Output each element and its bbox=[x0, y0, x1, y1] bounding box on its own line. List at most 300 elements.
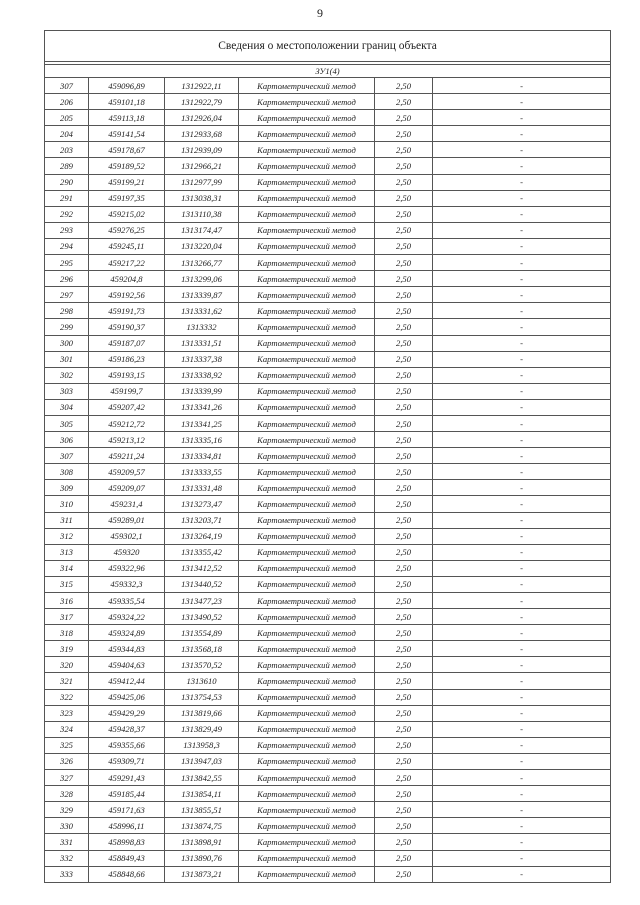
method-cell: Картометрический метод bbox=[239, 753, 375, 769]
method-cell: Картометрический метод bbox=[239, 399, 375, 415]
description-cell: - bbox=[433, 383, 611, 399]
method-cell: Картометрический метод bbox=[239, 222, 375, 238]
description-cell: - bbox=[433, 625, 611, 641]
x-coordinate-cell: 459213,12 bbox=[89, 432, 165, 448]
table-row bbox=[45, 367, 611, 383]
precision-cell: 2,50 bbox=[375, 673, 433, 689]
description-cell: - bbox=[433, 464, 611, 480]
precision-cell: 2,50 bbox=[375, 110, 433, 126]
table-row bbox=[45, 351, 611, 367]
document-table-container bbox=[44, 30, 610, 883]
y-coordinate-cell: 1313754,53 bbox=[165, 689, 239, 705]
table-row bbox=[45, 383, 611, 399]
y-coordinate-cell: 1313610 bbox=[165, 673, 239, 689]
table-row bbox=[45, 850, 611, 866]
point-number-cell: 296 bbox=[45, 271, 89, 287]
point-number-cell: 323 bbox=[45, 705, 89, 721]
point-number-cell: 204 bbox=[45, 126, 89, 142]
precision-cell: 2,50 bbox=[375, 383, 433, 399]
precision-cell: 2,50 bbox=[375, 206, 433, 222]
x-coordinate-cell: 459231,4 bbox=[89, 496, 165, 512]
x-coordinate-cell: 459217,22 bbox=[89, 255, 165, 271]
point-number-cell: 331 bbox=[45, 834, 89, 850]
table-row bbox=[45, 625, 611, 641]
precision-cell: 2,50 bbox=[375, 593, 433, 609]
method-cell: Картометрический метод bbox=[239, 625, 375, 641]
point-number-cell: 304 bbox=[45, 399, 89, 415]
x-coordinate-cell: 459187,07 bbox=[89, 335, 165, 351]
y-coordinate-cell: 1313898,91 bbox=[165, 834, 239, 850]
table-row bbox=[45, 834, 611, 850]
y-coordinate-cell: 1313203,71 bbox=[165, 512, 239, 528]
method-cell: Картометрический метод bbox=[239, 641, 375, 657]
point-number-cell: 321 bbox=[45, 673, 89, 689]
table-row bbox=[45, 721, 611, 737]
table-row bbox=[45, 818, 611, 834]
method-cell: Картометрический метод bbox=[239, 560, 375, 576]
method-cell: Картометрический метод bbox=[239, 818, 375, 834]
precision-cell: 2,50 bbox=[375, 319, 433, 335]
point-number-cell: 318 bbox=[45, 625, 89, 641]
x-coordinate-cell: 459320 bbox=[89, 544, 165, 560]
point-number-cell: 292 bbox=[45, 206, 89, 222]
table-row bbox=[45, 480, 611, 496]
y-coordinate-cell: 1313331,62 bbox=[165, 303, 239, 319]
x-coordinate-cell: 459429,29 bbox=[89, 705, 165, 721]
x-coordinate-cell: 459204,8 bbox=[89, 271, 165, 287]
precision-cell: 2,50 bbox=[375, 255, 433, 271]
precision-cell: 2,50 bbox=[375, 287, 433, 303]
y-coordinate-cell: 1313339,99 bbox=[165, 383, 239, 399]
y-coordinate-cell: 1313855,51 bbox=[165, 802, 239, 818]
point-number-cell: 325 bbox=[45, 737, 89, 753]
precision-cell: 2,50 bbox=[375, 528, 433, 544]
description-cell: - bbox=[433, 78, 611, 94]
precision-cell: 2,50 bbox=[375, 512, 433, 528]
point-number-cell: 301 bbox=[45, 351, 89, 367]
precision-cell: 2,50 bbox=[375, 770, 433, 786]
point-number-cell: 312 bbox=[45, 528, 89, 544]
description-cell: - bbox=[433, 609, 611, 625]
description-cell: - bbox=[433, 834, 611, 850]
point-number-cell: 328 bbox=[45, 786, 89, 802]
method-cell: Картометрический метод bbox=[239, 190, 375, 206]
method-cell: Картометрический метод bbox=[239, 657, 375, 673]
precision-cell: 2,50 bbox=[375, 174, 433, 190]
table-row bbox=[45, 512, 611, 528]
description-cell: - bbox=[433, 335, 611, 351]
y-coordinate-cell: 1313337,38 bbox=[165, 351, 239, 367]
point-number-cell: 326 bbox=[45, 753, 89, 769]
precision-cell: 2,50 bbox=[375, 480, 433, 496]
table-row bbox=[45, 448, 611, 464]
boundary-table bbox=[44, 30, 611, 883]
table-row bbox=[45, 528, 611, 544]
precision-cell: 2,50 bbox=[375, 576, 433, 592]
method-cell: Картометрический метод bbox=[239, 287, 375, 303]
x-coordinate-cell: 459276,25 bbox=[89, 222, 165, 238]
table-row bbox=[45, 335, 611, 351]
description-cell: - bbox=[433, 770, 611, 786]
precision-cell: 2,50 bbox=[375, 560, 433, 576]
point-number-cell: 317 bbox=[45, 609, 89, 625]
point-number-cell: 299 bbox=[45, 319, 89, 335]
y-coordinate-cell: 1313568,18 bbox=[165, 641, 239, 657]
x-coordinate-cell: 459309,71 bbox=[89, 753, 165, 769]
y-coordinate-cell: 1313440,52 bbox=[165, 576, 239, 592]
precision-cell: 2,50 bbox=[375, 866, 433, 882]
precision-cell: 2,50 bbox=[375, 657, 433, 673]
method-cell: Картометрический метод bbox=[239, 496, 375, 512]
precision-cell: 2,50 bbox=[375, 222, 433, 238]
y-coordinate-cell: 1313477,23 bbox=[165, 593, 239, 609]
y-coordinate-cell: 1313947,03 bbox=[165, 753, 239, 769]
precision-cell: 2,50 bbox=[375, 818, 433, 834]
description-cell: - bbox=[433, 174, 611, 190]
method-cell: Картометрический метод bbox=[239, 303, 375, 319]
description-cell: - bbox=[433, 94, 611, 110]
method-cell: Картометрический метод bbox=[239, 335, 375, 351]
x-coordinate-cell: 459302,1 bbox=[89, 528, 165, 544]
x-coordinate-cell: 459096,89 bbox=[89, 78, 165, 94]
description-cell: - bbox=[433, 818, 611, 834]
table-row bbox=[45, 866, 611, 882]
table-row bbox=[45, 238, 611, 254]
precision-cell: 2,50 bbox=[375, 351, 433, 367]
point-number-cell: 295 bbox=[45, 255, 89, 271]
precision-cell: 2,50 bbox=[375, 641, 433, 657]
y-coordinate-cell: 1313854,11 bbox=[165, 786, 239, 802]
method-cell: Картометрический метод bbox=[239, 705, 375, 721]
table-row bbox=[45, 689, 611, 705]
description-cell: - bbox=[433, 206, 611, 222]
y-coordinate-cell: 1312922,79 bbox=[165, 94, 239, 110]
y-coordinate-cell: 1313273,47 bbox=[165, 496, 239, 512]
y-coordinate-cell: 1313341,26 bbox=[165, 399, 239, 415]
point-number-cell: 330 bbox=[45, 818, 89, 834]
description-cell: - bbox=[433, 126, 611, 142]
method-cell: Картометрический метод bbox=[239, 480, 375, 496]
x-coordinate-cell: 459322,96 bbox=[89, 560, 165, 576]
precision-cell: 2,50 bbox=[375, 78, 433, 94]
x-coordinate-cell: 459324,22 bbox=[89, 609, 165, 625]
x-coordinate-cell: 459289,01 bbox=[89, 512, 165, 528]
point-number-cell: 308 bbox=[45, 464, 89, 480]
description-cell: - bbox=[433, 303, 611, 319]
description-cell: - bbox=[433, 255, 611, 271]
table-row bbox=[45, 753, 611, 769]
x-coordinate-cell: 459193,15 bbox=[89, 367, 165, 383]
y-coordinate-cell: 1313266,77 bbox=[165, 255, 239, 271]
y-coordinate-cell: 1313490,52 bbox=[165, 609, 239, 625]
point-number-cell: 307 bbox=[45, 448, 89, 464]
y-coordinate-cell: 1313842,55 bbox=[165, 770, 239, 786]
y-coordinate-cell: 1313331,48 bbox=[165, 480, 239, 496]
table-row bbox=[45, 496, 611, 512]
x-coordinate-cell: 459291,43 bbox=[89, 770, 165, 786]
method-cell: Картометрический метод bbox=[239, 770, 375, 786]
description-cell: - bbox=[433, 850, 611, 866]
method-cell: Картометрический метод bbox=[239, 721, 375, 737]
x-coordinate-cell: 459335,54 bbox=[89, 593, 165, 609]
precision-cell: 2,50 bbox=[375, 625, 433, 641]
point-number-cell: 291 bbox=[45, 190, 89, 206]
description-cell: - bbox=[433, 399, 611, 415]
point-number-cell: 310 bbox=[45, 496, 89, 512]
x-coordinate-cell: 459171,63 bbox=[89, 802, 165, 818]
method-cell: Картометрический метод bbox=[239, 786, 375, 802]
point-number-cell: 322 bbox=[45, 689, 89, 705]
table-row bbox=[45, 399, 611, 415]
description-cell: - bbox=[433, 705, 611, 721]
description-cell: - bbox=[433, 287, 611, 303]
y-coordinate-cell: 1313335,16 bbox=[165, 432, 239, 448]
method-cell: Картометрический метод bbox=[239, 464, 375, 480]
point-number-cell: 324 bbox=[45, 721, 89, 737]
description-cell: - bbox=[433, 753, 611, 769]
point-number-cell: 315 bbox=[45, 576, 89, 592]
table-title-row bbox=[45, 31, 611, 62]
point-number-cell: 333 bbox=[45, 866, 89, 882]
x-coordinate-cell: 459189,52 bbox=[89, 158, 165, 174]
precision-cell: 2,50 bbox=[375, 142, 433, 158]
y-coordinate-cell: 1313332 bbox=[165, 319, 239, 335]
precision-cell: 2,50 bbox=[375, 271, 433, 287]
precision-cell: 2,50 bbox=[375, 448, 433, 464]
precision-cell: 2,50 bbox=[375, 850, 433, 866]
table-row bbox=[45, 287, 611, 303]
point-number-cell: 319 bbox=[45, 641, 89, 657]
x-coordinate-cell: 459404,63 bbox=[89, 657, 165, 673]
y-coordinate-cell: 1313339,87 bbox=[165, 287, 239, 303]
point-number-cell: 305 bbox=[45, 415, 89, 431]
x-coordinate-cell: 459141,54 bbox=[89, 126, 165, 142]
table-row bbox=[45, 609, 611, 625]
description-cell: - bbox=[433, 480, 611, 496]
table-row bbox=[45, 319, 611, 335]
x-coordinate-cell: 458848,66 bbox=[89, 866, 165, 882]
precision-cell: 2,50 bbox=[375, 399, 433, 415]
precision-cell: 2,50 bbox=[375, 190, 433, 206]
description-cell: - bbox=[433, 866, 611, 882]
description-cell: - bbox=[433, 560, 611, 576]
x-coordinate-cell: 459425,06 bbox=[89, 689, 165, 705]
x-coordinate-cell: 459113,18 bbox=[89, 110, 165, 126]
table-row bbox=[45, 206, 611, 222]
x-coordinate-cell: 459209,57 bbox=[89, 464, 165, 480]
precision-cell: 2,50 bbox=[375, 94, 433, 110]
table-row bbox=[45, 126, 611, 142]
y-coordinate-cell: 1312922,11 bbox=[165, 78, 239, 94]
point-number-cell: 205 bbox=[45, 110, 89, 126]
x-coordinate-cell: 459101,18 bbox=[89, 94, 165, 110]
method-cell: Картометрический метод bbox=[239, 689, 375, 705]
point-number-cell: 293 bbox=[45, 222, 89, 238]
description-cell: - bbox=[433, 673, 611, 689]
table-row bbox=[45, 657, 611, 673]
x-coordinate-cell: 458998,83 bbox=[89, 834, 165, 850]
table-row bbox=[45, 593, 611, 609]
precision-cell: 2,50 bbox=[375, 464, 433, 480]
y-coordinate-cell: 1312939,09 bbox=[165, 142, 239, 158]
x-coordinate-cell: 459215,02 bbox=[89, 206, 165, 222]
y-coordinate-cell: 1313829,49 bbox=[165, 721, 239, 737]
page-number: 9 bbox=[317, 6, 323, 20]
y-coordinate-cell: 1313220,04 bbox=[165, 238, 239, 254]
y-coordinate-cell: 1312966,21 bbox=[165, 158, 239, 174]
precision-cell: 2,50 bbox=[375, 335, 433, 351]
y-coordinate-cell: 1313333,55 bbox=[165, 464, 239, 480]
table-row bbox=[45, 110, 611, 126]
method-cell: Картометрический метод bbox=[239, 448, 375, 464]
method-cell: Картометрический метод bbox=[239, 158, 375, 174]
point-number-cell: 307 bbox=[45, 78, 89, 94]
description-cell: - bbox=[433, 110, 611, 126]
table-row bbox=[45, 271, 611, 287]
section-label: ЗУ1(4) bbox=[45, 65, 611, 78]
description-cell: - bbox=[433, 190, 611, 206]
method-cell: Картометрический метод bbox=[239, 866, 375, 882]
x-coordinate-cell: 459209,07 bbox=[89, 480, 165, 496]
method-cell: Картометрический метод bbox=[239, 319, 375, 335]
precision-cell: 2,50 bbox=[375, 126, 433, 142]
description-cell: - bbox=[433, 802, 611, 818]
method-cell: Картометрический метод bbox=[239, 415, 375, 431]
x-coordinate-cell: 459185,44 bbox=[89, 786, 165, 802]
method-cell: Картометрический метод bbox=[239, 351, 375, 367]
point-number-cell: 314 bbox=[45, 560, 89, 576]
description-cell: - bbox=[433, 432, 611, 448]
method-cell: Картометрический метод bbox=[239, 142, 375, 158]
method-cell: Картометрический метод bbox=[239, 271, 375, 287]
x-coordinate-cell: 459199,7 bbox=[89, 383, 165, 399]
precision-cell: 2,50 bbox=[375, 705, 433, 721]
description-cell: - bbox=[433, 528, 611, 544]
method-cell: Картометрический метод bbox=[239, 593, 375, 609]
x-coordinate-cell: 459211,24 bbox=[89, 448, 165, 464]
description-cell: - bbox=[433, 271, 611, 287]
y-coordinate-cell: 1313874,75 bbox=[165, 818, 239, 834]
y-coordinate-cell: 1313958,3 bbox=[165, 737, 239, 753]
precision-cell: 2,50 bbox=[375, 609, 433, 625]
table-row bbox=[45, 705, 611, 721]
table-row bbox=[45, 142, 611, 158]
point-number-cell: 327 bbox=[45, 770, 89, 786]
x-coordinate-cell: 459344,83 bbox=[89, 641, 165, 657]
method-cell: Картометрический метод bbox=[239, 367, 375, 383]
description-cell: - bbox=[433, 319, 611, 335]
description-cell: - bbox=[433, 512, 611, 528]
table-row bbox=[45, 464, 611, 480]
point-number-cell: 316 bbox=[45, 593, 89, 609]
table-row bbox=[45, 737, 611, 753]
table-row bbox=[45, 158, 611, 174]
point-number-cell: 309 bbox=[45, 480, 89, 496]
x-coordinate-cell: 459245,11 bbox=[89, 238, 165, 254]
x-coordinate-cell: 459197,35 bbox=[89, 190, 165, 206]
y-coordinate-cell: 1313334,81 bbox=[165, 448, 239, 464]
y-coordinate-cell: 1312926,04 bbox=[165, 110, 239, 126]
description-cell: - bbox=[433, 351, 611, 367]
description-cell: - bbox=[433, 158, 611, 174]
x-coordinate-cell: 459178,67 bbox=[89, 142, 165, 158]
y-coordinate-cell: 1313341,25 bbox=[165, 415, 239, 431]
y-coordinate-cell: 1313174,47 bbox=[165, 222, 239, 238]
y-coordinate-cell: 1313412,52 bbox=[165, 560, 239, 576]
precision-cell: 2,50 bbox=[375, 802, 433, 818]
description-cell: - bbox=[433, 142, 611, 158]
precision-cell: 2,50 bbox=[375, 367, 433, 383]
table-row bbox=[45, 94, 611, 110]
point-number-cell: 320 bbox=[45, 657, 89, 673]
description-cell: - bbox=[433, 641, 611, 657]
point-number-cell: 300 bbox=[45, 335, 89, 351]
y-coordinate-cell: 1313338,92 bbox=[165, 367, 239, 383]
table-row bbox=[45, 673, 611, 689]
y-coordinate-cell: 1313331,51 bbox=[165, 335, 239, 351]
method-cell: Картометрический метод bbox=[239, 126, 375, 142]
method-cell: Картометрический метод bbox=[239, 737, 375, 753]
y-coordinate-cell: 1313038,31 bbox=[165, 190, 239, 206]
description-cell: - bbox=[433, 593, 611, 609]
precision-cell: 2,50 bbox=[375, 303, 433, 319]
y-coordinate-cell: 1313819,66 bbox=[165, 705, 239, 721]
point-number-cell: 290 bbox=[45, 174, 89, 190]
precision-cell: 2,50 bbox=[375, 753, 433, 769]
description-cell: - bbox=[433, 657, 611, 673]
x-coordinate-cell: 459324,89 bbox=[89, 625, 165, 641]
method-cell: Картометрический метод bbox=[239, 174, 375, 190]
precision-cell: 2,50 bbox=[375, 689, 433, 705]
method-cell: Картометрический метод bbox=[239, 110, 375, 126]
x-coordinate-cell: 459412,44 bbox=[89, 673, 165, 689]
point-number-cell: 329 bbox=[45, 802, 89, 818]
table-row bbox=[45, 544, 611, 560]
precision-cell: 2,50 bbox=[375, 496, 433, 512]
description-cell: - bbox=[433, 496, 611, 512]
precision-cell: 2,50 bbox=[375, 544, 433, 560]
point-number-cell: 332 bbox=[45, 850, 89, 866]
description-cell: - bbox=[433, 544, 611, 560]
method-cell: Картометрический метод bbox=[239, 802, 375, 818]
description-cell: - bbox=[433, 689, 611, 705]
method-cell: Картометрический метод bbox=[239, 432, 375, 448]
y-coordinate-cell: 1312977,99 bbox=[165, 174, 239, 190]
precision-cell: 2,50 bbox=[375, 786, 433, 802]
method-cell: Картометрический метод bbox=[239, 78, 375, 94]
precision-cell: 2,50 bbox=[375, 158, 433, 174]
table-row bbox=[45, 786, 611, 802]
table-row bbox=[45, 802, 611, 818]
point-number-cell: 297 bbox=[45, 287, 89, 303]
x-coordinate-cell: 458996,11 bbox=[89, 818, 165, 834]
description-cell: - bbox=[433, 737, 611, 753]
point-number-cell: 313 bbox=[45, 544, 89, 560]
x-coordinate-cell: 459192,56 bbox=[89, 287, 165, 303]
x-coordinate-cell: 459190,37 bbox=[89, 319, 165, 335]
precision-cell: 2,50 bbox=[375, 834, 433, 850]
method-cell: Картометрический метод bbox=[239, 544, 375, 560]
table-row bbox=[45, 222, 611, 238]
table-row bbox=[45, 78, 611, 94]
method-cell: Картометрический метод bbox=[239, 238, 375, 254]
precision-cell: 2,50 bbox=[375, 721, 433, 737]
table-row bbox=[45, 255, 611, 271]
precision-cell: 2,50 bbox=[375, 737, 433, 753]
x-coordinate-cell: 459199,21 bbox=[89, 174, 165, 190]
y-coordinate-cell: 1313355,42 bbox=[165, 544, 239, 560]
x-coordinate-cell: 458849,43 bbox=[89, 850, 165, 866]
